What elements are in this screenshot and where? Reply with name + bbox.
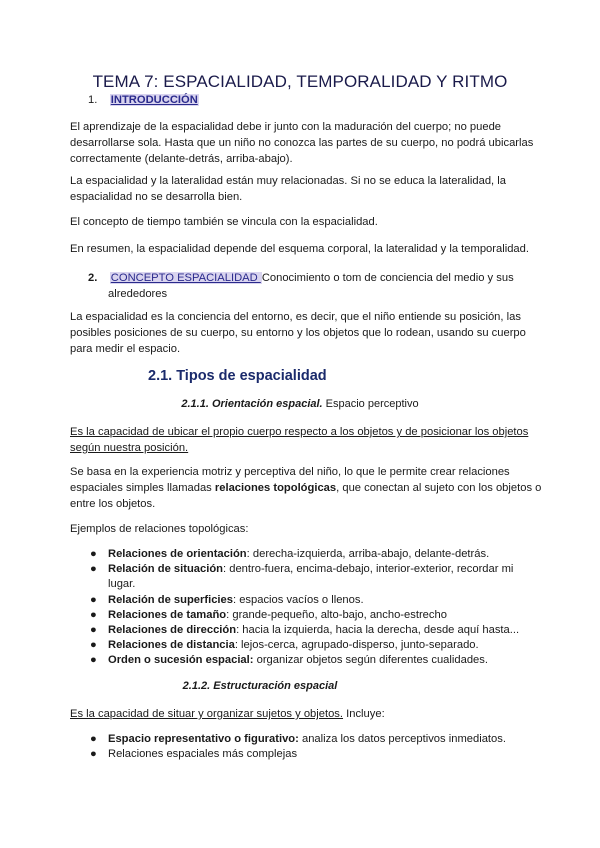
list-item (88, 608, 528, 623)
section-2-1-heading: 2.1. Tipos de espacialidad (148, 368, 327, 384)
list-item-text: organizar objetos según diferentes cualidades. (253, 654, 488, 667)
bullet-icon: ● (90, 563, 97, 576)
section-2-1-1-text: Espacio perceptivo (322, 398, 419, 410)
list-item-term: Espacio representativo o figurativo: (108, 733, 299, 745)
structuring-list (88, 732, 528, 762)
page-title: TEMA 7: ESPACIALIDAD, TEMPORALIDAD Y RITMO (92, 72, 508, 91)
list-item (88, 638, 528, 653)
list-item-text: : derecha-izquierda, arriba-abajo, delante-detrás. (246, 548, 490, 560)
list-item (88, 653, 528, 668)
section-2-text-continued: alrededores (108, 288, 168, 300)
concept-paragraph: La espacialidad es la conciencia del entorno, es decir, que el niño entiende su posición, las posibles posiciones de su cuerpo, su entorno y los objetos que lo rodean, usando su cuerpo para medir el espacio. (70, 311, 526, 355)
structuring-includes: Incluye: (343, 708, 385, 720)
section-2-number: 2. (88, 272, 98, 284)
list-item-text: : dentro-fuera, encima-debajo, interior-exterior, recordar mi lugar. (108, 563, 514, 591)
orientation-definition: Es la capacidad de ubicar el propio cuerpo respecto a los objetos y de posicionar los objetos según nuestra posición. (70, 426, 529, 454)
bullet-icon: ● (90, 733, 97, 745)
list-item (88, 593, 528, 608)
list-item-text: : grande-pequeño, alto-bajo, ancho-estrecho (226, 608, 447, 621)
section-2-label: CONCEPTO ESPACIALIDAD (110, 272, 261, 284)
bullet-icon: ● (90, 624, 97, 637)
list-item-term: Orden o sucesión espacial: (108, 654, 254, 667)
bullet-icon: ● (90, 639, 97, 652)
bullet-icon: ● (90, 748, 97, 761)
bullet-icon: ● (90, 608, 97, 621)
topological-relations-list (88, 547, 528, 669)
section-2-text: Conocimiento o tom de conciencia del medio y sus (261, 272, 514, 284)
list-item (88, 547, 528, 562)
list-item-term: Relaciones de distancia (108, 639, 235, 652)
orientation-paragraph-3: Ejemplos de relaciones topológicas: (70, 523, 249, 535)
orientation-paragraph-2 (70, 464, 548, 512)
intro-paragraph-1: El aprendizaje de la espacialidad debe ir junto con la maduración del cuerpo; no puede desarrollarse sola. Hasta que un niño no conozca las partes de su cuerpo, no podrá ubicarlas correctamente (delante-detrás, arriba-abajo). (70, 121, 534, 165)
orientation-text-a: Se basa en la experiencia motriz y perceptiva del niño, lo que le permite crear relaciones espaciales simples llamadas (70, 466, 510, 494)
list-item (88, 623, 528, 638)
section-1-label: INTRODUCCIÓN (110, 94, 198, 106)
list-item-term: Relaciones de dirección (108, 624, 237, 637)
intro-paragraph-2: La espacialidad y la lateralidad están muy relacionadas. Si no se educa la lateralidad, la espacialidad no se desarrolla bien. (70, 175, 506, 203)
list-item (88, 747, 528, 762)
section-2-heading (88, 270, 528, 302)
list-item-text: Relaciones espaciales más complejas (108, 748, 298, 761)
orientation-text-bold: relaciones topológicas (214, 482, 337, 494)
list-item-term: Relaciones de tamaño (108, 608, 227, 621)
list-item-text: : espacios vacíos o llenos. (232, 593, 364, 606)
structuring-definition: Es la capacidad de situar y organizar sujetos y objetos. (70, 708, 344, 720)
list-item-text: : lejos-cerca, agrupado-disperso, junto-separado. (234, 639, 479, 652)
section-2-1-2-heading (0, 680, 520, 692)
structuring-paragraph (70, 706, 548, 722)
section-2-1-1-label: 2.1.1. Orientación espacial. (181, 398, 323, 410)
intro-paragraph-3: El concepto de tiempo también se vincula con la espacialidad. (70, 216, 378, 228)
list-item-term: Relación de superficies (108, 593, 233, 606)
bullet-icon: ● (90, 548, 97, 560)
list-item (88, 562, 528, 592)
list-item-text: : hacia la izquierda, hacia la derecha, desde aquí hasta... (236, 624, 520, 637)
list-item-text: analiza los datos perceptivos inmediatos. (298, 733, 506, 745)
list-item-term: Relación de situación (108, 563, 224, 576)
section-2-1-2-label: 2.1.2. Estructuración espacial (182, 680, 338, 692)
intro-paragraph-4: En resumen, la espacialidad depende del esquema corporal, la lateralidad y la temporalidad. (70, 243, 529, 255)
list-item-term: Relaciones de orientación (108, 548, 247, 560)
section-1-number: 1. (88, 94, 98, 106)
bullet-icon: ● (90, 593, 97, 606)
section-2-1-1-heading (0, 398, 600, 410)
bullet-icon: ● (90, 654, 97, 667)
section-1-heading (88, 94, 199, 106)
orientation-text-c: , que conectan al sujeto con los objetos o entre los objetos. (70, 482, 542, 510)
list-item (88, 732, 528, 747)
